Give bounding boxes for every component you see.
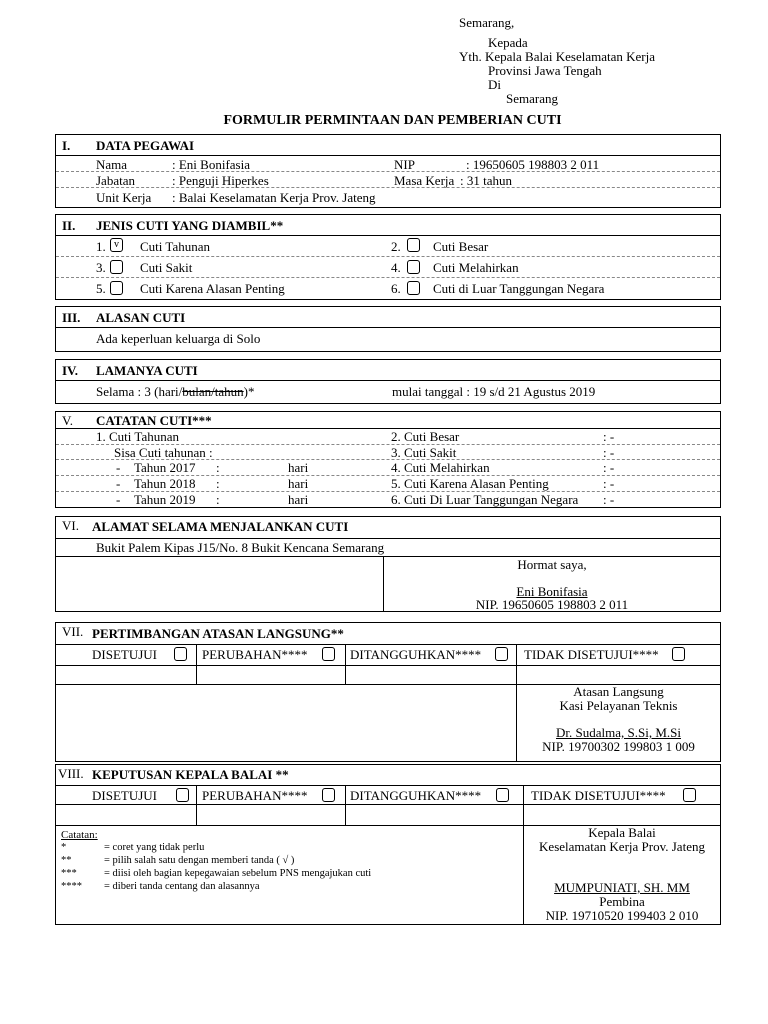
- catatan-right-value: : -: [603, 429, 615, 444]
- nip-label: NIP: [394, 157, 415, 172]
- alasan-value: Ada keperluan keluarga di Solo: [96, 331, 261, 346]
- option-ditangguhkan: DITANGGUHKAN****: [350, 647, 482, 662]
- note-symbol: *: [61, 842, 67, 853]
- signer-name: Dr. Sudalma, S.Si, M.Si: [556, 725, 681, 740]
- leave-type-checkbox[interactable]: v: [110, 238, 123, 252]
- catatan-right-label: 2. Cuti Besar: [391, 429, 460, 444]
- year-label: Tahun 2019: [134, 492, 196, 507]
- year-colon: :: [216, 492, 220, 507]
- leave-type-label: Cuti Karena Alasan Penting: [140, 281, 285, 296]
- kepada: Kepada: [488, 35, 528, 50]
- leave-type-label: Cuti Tahunan: [140, 239, 210, 254]
- signer-role: Kasi Pelayanan Teknis: [559, 698, 678, 713]
- catatan-right-value: : -: [603, 460, 615, 475]
- catatan-right-value: : -: [603, 492, 615, 507]
- section-number: I.: [62, 138, 71, 153]
- hormat-saya: Hormat saya,: [517, 557, 587, 572]
- unit-kerja-label: Unit Kerja: [96, 190, 152, 205]
- note-symbol: ***: [61, 868, 77, 879]
- leave-type-number: 4.: [391, 260, 401, 275]
- signer-nip: NIP. 19700302 199803 1 009: [542, 739, 695, 754]
- disetujui-checkbox[interactable]: [176, 788, 189, 802]
- nama-label: Nama: [96, 157, 128, 172]
- ditangguhkan-checkbox[interactable]: [495, 647, 508, 661]
- jabatan-label: Jabatan: [96, 173, 135, 188]
- section-number: VII.: [62, 624, 84, 639]
- tidak-disetujui-checkbox[interactable]: [672, 647, 685, 661]
- option-ditangguhkan: DITANGGUHKAN****: [350, 788, 482, 803]
- di: Di: [488, 77, 501, 92]
- section-number: II.: [62, 218, 76, 233]
- catatan-right-label: 6. Cuti Di Luar Tanggungan Negara: [391, 492, 579, 507]
- section-number: VIII.: [58, 766, 84, 781]
- signer-role: Keselamatan Kerja Prov. Jateng: [539, 839, 705, 854]
- section-title: PERTIMBANGAN ATASAN LANGSUNG**: [92, 626, 344, 641]
- leave-type-number: 2.: [391, 239, 401, 254]
- unit-kerja-value: : Balai Keselamatan Kerja Prov. Jateng: [172, 190, 376, 205]
- section-title: ALAMAT SELAMA MENJALANKAN CUTI: [92, 519, 349, 534]
- ditangguhkan-checkbox[interactable]: [496, 788, 509, 802]
- masa-kerja-value: : 31 tahun: [460, 173, 512, 188]
- note-symbol: **: [61, 855, 72, 866]
- perubahan-checkbox[interactable]: [322, 647, 335, 661]
- leave-type-checkbox[interactable]: [110, 281, 123, 295]
- section-title: KEPUTUSAN KEPALA BALAI **: [92, 767, 289, 782]
- year-colon: :: [216, 460, 220, 475]
- provinsi: Provinsi Jawa Tengah: [488, 63, 602, 78]
- section-title: LAMANYA CUTI: [96, 363, 198, 378]
- leave-type-label: Cuti Besar: [433, 239, 489, 254]
- leave-type-checkbox[interactable]: [407, 238, 420, 252]
- leave-type-label: Cuti di Luar Tanggungan Negara: [433, 281, 605, 296]
- note-symbol: ****: [61, 881, 82, 892]
- option-tidak-disetujui: TIDAK DISETUJUI****: [531, 788, 666, 803]
- section-number: VI.: [62, 518, 79, 533]
- signer-role: Kepala Balai: [588, 825, 656, 840]
- catatan-right-label: 4. Cuti Melahirkan: [391, 460, 490, 475]
- section-number: V.: [62, 413, 73, 428]
- option-tidak-disetujui: TIDAK DISETUJUI****: [524, 647, 659, 662]
- year-dash: -: [116, 476, 121, 491]
- jabatan-value: : Penguji Hiperkes: [172, 173, 269, 188]
- selama-value: Selama : 3 (hari/bulan/tahun)*: [96, 384, 255, 399]
- catatan-right-label: 3. Cuti Sakit: [391, 445, 457, 460]
- disetujui-checkbox[interactable]: [174, 647, 187, 661]
- leave-type-number: 1.: [96, 239, 106, 254]
- city-date: Semarang,: [459, 15, 515, 30]
- option-disetujui: DISETUJUI: [92, 788, 157, 803]
- leave-type-number: 6.: [391, 281, 401, 296]
- section-title: JENIS CUTI YANG DIAMBIL**: [96, 218, 284, 233]
- section-title: DATA PEGAWAI: [96, 138, 195, 153]
- option-perubahan: PERUBAHAN****: [202, 788, 308, 803]
- nip-value: : 19650605 198803 2 011: [466, 157, 600, 172]
- year-colon: :: [216, 476, 220, 491]
- leave-type-checkbox[interactable]: [110, 260, 123, 274]
- leave-type-checkbox[interactable]: [407, 281, 420, 295]
- page-title: FORMULIR PERMINTAAN DAN PEMBERIAN CUTI: [223, 113, 562, 128]
- leave-type-number: 5.: [96, 281, 106, 296]
- note-text: = diberi tanda centang dan alasannya: [104, 881, 260, 892]
- catatan-right-value: : -: [603, 445, 615, 460]
- year-dash: -: [116, 492, 121, 507]
- applicant-nip: NIP. 19650605 198803 2 011: [475, 597, 629, 612]
- alamat-value: Bukit Palem Kipas J15/No. 8 Bukit Kencana Semarang: [96, 540, 385, 555]
- leave-type-checkbox[interactable]: [407, 260, 420, 274]
- leave-type-label: Cuti Melahirkan: [433, 260, 519, 275]
- kota: Semarang: [506, 91, 558, 106]
- catatan-line: 1. Cuti Tahunan: [96, 429, 179, 444]
- signer-name: MUMPUNIATI, SH. MM: [554, 880, 690, 895]
- note-text: = diisi oleh bagian kepegawaian sebelum PNS mengajukan cuti: [104, 868, 372, 879]
- signer-nip: NIP. 19710520 199403 2 010: [545, 908, 699, 923]
- yth: Yth. Kepala Balai Keselamatan Kerja: [459, 49, 655, 64]
- signer-role: Atasan Langsung: [573, 684, 664, 699]
- sisa-cuti-label: Sisa Cuti tahunan :: [114, 445, 213, 460]
- option-perubahan: PERUBAHAN****: [202, 647, 308, 662]
- applicant-name: Eni Bonifasia: [516, 584, 588, 599]
- year-label: Tahun 2018: [134, 476, 196, 491]
- section-number: IV.: [62, 363, 79, 378]
- section-number: III.: [62, 310, 81, 325]
- year-unit: hari: [288, 460, 309, 475]
- leave-type-number: 3.: [96, 260, 106, 275]
- year-label: Tahun 2017: [134, 460, 196, 475]
- mulai-tanggal: mulai tanggal : 19 s/d 21 Agustus 2019: [392, 384, 596, 399]
- perubahan-checkbox[interactable]: [322, 788, 335, 802]
- note-text: = coret yang tidak perlu: [104, 842, 205, 853]
- signer-rank: Pembina: [599, 894, 645, 909]
- tidak-disetujui-checkbox[interactable]: [683, 788, 696, 802]
- note-text: = pilih salah satu dengan memberi tanda ( √ ): [104, 855, 295, 866]
- section-title: ALASAN CUTI: [96, 310, 186, 325]
- catatan-label: Catatan:: [61, 829, 98, 841]
- catatan-right-label: 5. Cuti Karena Alasan Penting: [391, 476, 549, 491]
- year-unit: hari: [288, 492, 309, 507]
- catatan-right-value: : -: [603, 476, 615, 491]
- year-unit: hari: [288, 476, 309, 491]
- masa-kerja-label: Masa Kerja: [394, 173, 455, 188]
- leave-type-label: Cuti Sakit: [140, 260, 193, 275]
- year-dash: -: [116, 460, 121, 475]
- option-disetujui: DISETUJUI: [92, 647, 157, 662]
- nama-value: : Eni Bonifasia: [172, 157, 250, 172]
- section-title: CATATAN CUTI***: [96, 413, 212, 428]
